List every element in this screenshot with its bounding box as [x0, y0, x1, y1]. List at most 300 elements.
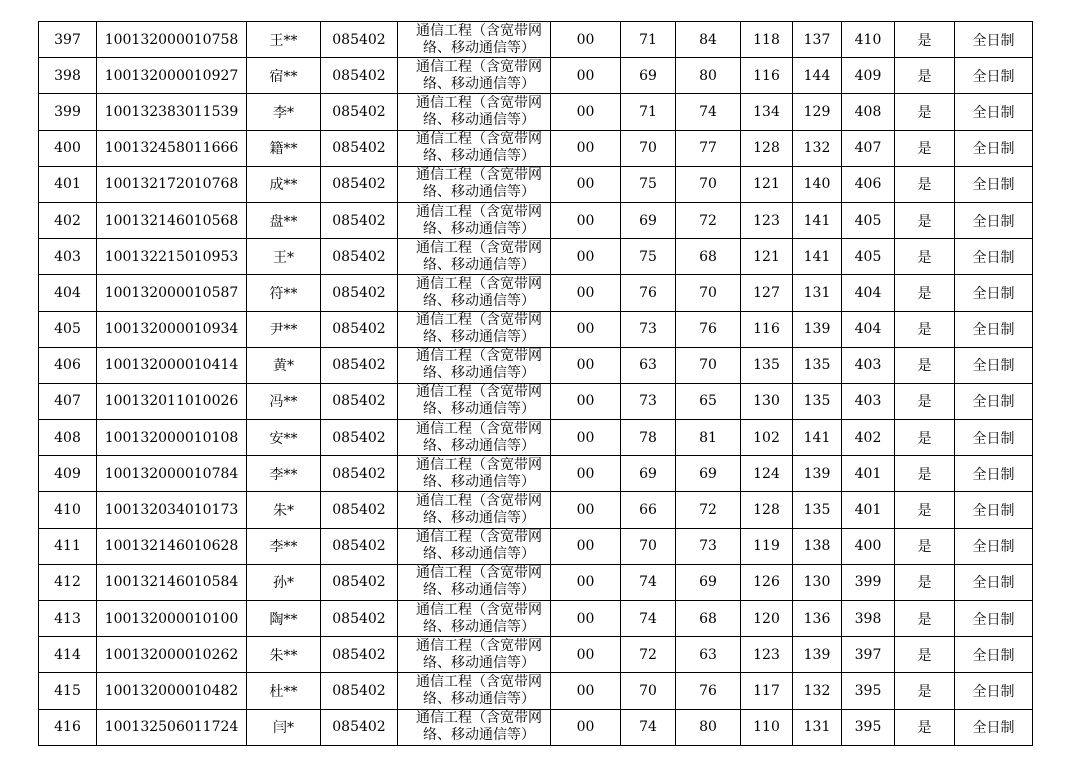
politics-score-cell: 69 [621, 58, 676, 94]
major-code-cell: 085402 [321, 130, 398, 166]
subject-two-score-cell: 132 [793, 130, 842, 166]
admitted-flag-cell: 是 [895, 275, 955, 311]
subject-one-score-cell: 123 [741, 637, 793, 673]
subject-two-score-cell: 139 [793, 456, 842, 492]
subject-one-score-cell: 116 [741, 311, 793, 347]
total-score-cell: 405 [842, 239, 895, 275]
study-mode-cell: 全日制 [955, 420, 1033, 456]
major-code-cell: 085402 [321, 347, 398, 383]
table-body [39, 22, 1033, 746]
table-row [39, 347, 1033, 383]
foreign-language-score-cell: 68 [676, 601, 741, 637]
candidate-name-cell: 冯** [247, 383, 321, 419]
direction-code-cell: 00 [551, 420, 621, 456]
major-name-line-1: 通信工程（含宽带网 [416, 275, 542, 292]
major-name-line-2: 络、移动通信等） [423, 220, 535, 237]
politics-score-cell: 74 [621, 564, 676, 600]
major-name-line-2: 络、移动通信等） [423, 582, 535, 599]
foreign-language-score-cell: 81 [676, 420, 741, 456]
admitted-flag-cell: 是 [895, 58, 955, 94]
candidate-name-cell: 杜** [247, 673, 321, 709]
major-name-cell [398, 673, 551, 709]
total-score-cell: 406 [842, 166, 895, 202]
admitted-flag-cell: 是 [895, 239, 955, 275]
table-row [39, 420, 1033, 456]
exam-id-cell: 100132458011666 [97, 130, 247, 166]
major-name-line-1: 通信工程（含宽带网 [416, 131, 542, 148]
direction-code-cell: 00 [551, 492, 621, 528]
politics-score-cell: 63 [621, 347, 676, 383]
direction-code-cell: 00 [551, 22, 621, 58]
major-code-cell: 085402 [321, 202, 398, 238]
major-name-cell [398, 239, 551, 275]
subject-two-score-cell: 131 [793, 275, 842, 311]
admitted-flag-cell: 是 [895, 637, 955, 673]
total-score-cell: 408 [842, 94, 895, 130]
direction-code-cell: 00 [551, 275, 621, 311]
politics-score-cell: 70 [621, 528, 676, 564]
total-score-cell: 403 [842, 347, 895, 383]
major-name-line-1: 通信工程（含宽带网 [416, 565, 542, 582]
major-name-line-1: 通信工程（含宽带网 [416, 529, 542, 546]
foreign-language-score-cell: 68 [676, 239, 741, 275]
admitted-flag-cell: 是 [895, 420, 955, 456]
table-row [39, 166, 1033, 202]
major-name-cell [398, 202, 551, 238]
subject-two-score-cell: 138 [793, 528, 842, 564]
major-name-line-1: 通信工程（含宽带网 [416, 312, 542, 329]
subject-two-score-cell: 129 [793, 94, 842, 130]
major-name-line-2: 络、移动通信等） [423, 437, 535, 454]
row-number-cell: 398 [39, 58, 97, 94]
total-score-cell: 410 [842, 22, 895, 58]
candidate-name-cell: 陶** [247, 601, 321, 637]
direction-code-cell: 00 [551, 130, 621, 166]
major-name-cell [398, 58, 551, 94]
major-name-cell [398, 637, 551, 673]
total-score-cell: 405 [842, 202, 895, 238]
foreign-language-score-cell: 76 [676, 311, 741, 347]
exam-id-cell: 100132000010262 [97, 637, 247, 673]
row-number-cell: 406 [39, 347, 97, 383]
admitted-flag-cell: 是 [895, 601, 955, 637]
table-row [39, 492, 1033, 528]
subject-one-score-cell: 134 [741, 94, 793, 130]
table-row [39, 383, 1033, 419]
candidate-name-cell: 黄* [247, 347, 321, 383]
row-number-cell: 399 [39, 94, 97, 130]
row-number-cell: 407 [39, 383, 97, 419]
politics-score-cell: 69 [621, 202, 676, 238]
major-code-cell: 085402 [321, 564, 398, 600]
candidate-name-cell: 孙* [247, 564, 321, 600]
politics-score-cell: 74 [621, 709, 676, 745]
row-number-cell: 414 [39, 637, 97, 673]
major-name-cell [398, 564, 551, 600]
major-name-cell [398, 709, 551, 745]
subject-one-score-cell: 102 [741, 420, 793, 456]
row-number-cell: 405 [39, 311, 97, 347]
total-score-cell: 395 [842, 709, 895, 745]
major-code-cell: 085402 [321, 58, 398, 94]
major-name-line-2: 络、移动通信等） [423, 256, 535, 273]
direction-code-cell: 00 [551, 58, 621, 94]
total-score-cell: 404 [842, 275, 895, 311]
admitted-flag-cell: 是 [895, 166, 955, 202]
foreign-language-score-cell: 69 [676, 456, 741, 492]
subject-one-score-cell: 127 [741, 275, 793, 311]
politics-score-cell: 71 [621, 94, 676, 130]
foreign-language-score-cell: 72 [676, 492, 741, 528]
row-number-cell: 409 [39, 456, 97, 492]
subject-one-score-cell: 128 [741, 492, 793, 528]
major-code-cell: 085402 [321, 492, 398, 528]
study-mode-cell: 全日制 [955, 22, 1033, 58]
subject-one-score-cell: 135 [741, 347, 793, 383]
major-name-line-1: 通信工程（含宽带网 [416, 348, 542, 365]
admitted-flag-cell: 是 [895, 347, 955, 383]
major-code-cell: 085402 [321, 528, 398, 564]
major-name-line-1: 通信工程（含宽带网 [416, 637, 542, 654]
row-number-cell: 416 [39, 709, 97, 745]
subject-two-score-cell: 140 [793, 166, 842, 202]
exam-id-cell: 100132000010784 [97, 456, 247, 492]
politics-score-cell: 70 [621, 673, 676, 709]
foreign-language-score-cell: 76 [676, 673, 741, 709]
exam-id-cell: 100132000010758 [97, 22, 247, 58]
admitted-flag-cell: 是 [895, 673, 955, 709]
major-name-line-1: 通信工程（含宽带网 [416, 601, 542, 618]
exam-id-cell: 100132215010953 [97, 239, 247, 275]
foreign-language-score-cell: 73 [676, 528, 741, 564]
major-name-line-2: 络、移动通信等） [423, 75, 535, 92]
table-row [39, 528, 1033, 564]
subject-one-score-cell: 128 [741, 130, 793, 166]
exam-id-cell: 100132000010100 [97, 601, 247, 637]
subject-one-score-cell: 121 [741, 166, 793, 202]
subject-two-score-cell: 130 [793, 564, 842, 600]
major-name-line-1: 通信工程（含宽带网 [416, 239, 542, 256]
candidate-name-cell: 李** [247, 528, 321, 564]
subject-two-score-cell: 132 [793, 673, 842, 709]
exam-id-cell: 100132146010628 [97, 528, 247, 564]
major-name-line-1: 通信工程（含宽带网 [416, 420, 542, 437]
row-number-cell: 403 [39, 239, 97, 275]
direction-code-cell: 00 [551, 239, 621, 275]
candidate-name-cell: 成** [247, 166, 321, 202]
row-number-cell: 410 [39, 492, 97, 528]
table-row [39, 275, 1033, 311]
direction-code-cell: 00 [551, 456, 621, 492]
study-mode-cell: 全日制 [955, 311, 1033, 347]
row-number-cell: 411 [39, 528, 97, 564]
major-name-line-2: 络、移动通信等） [423, 292, 535, 309]
candidate-name-cell: 籍** [247, 130, 321, 166]
subject-two-score-cell: 136 [793, 601, 842, 637]
total-score-cell: 407 [842, 130, 895, 166]
exam-id-cell: 100132000010108 [97, 420, 247, 456]
major-name-line-2: 络、移动通信等） [423, 727, 535, 744]
foreign-language-score-cell: 70 [676, 166, 741, 202]
exam-id-cell: 100132000010927 [97, 58, 247, 94]
table-row [39, 601, 1033, 637]
foreign-language-score-cell: 80 [676, 709, 741, 745]
major-code-cell: 085402 [321, 637, 398, 673]
major-name-cell [398, 94, 551, 130]
admission-score-table [38, 21, 1033, 746]
direction-code-cell: 00 [551, 564, 621, 600]
study-mode-cell: 全日制 [955, 94, 1033, 130]
row-number-cell: 415 [39, 673, 97, 709]
subject-two-score-cell: 137 [793, 22, 842, 58]
subject-two-score-cell: 135 [793, 347, 842, 383]
subject-one-score-cell: 116 [741, 58, 793, 94]
politics-score-cell: 66 [621, 492, 676, 528]
major-name-line-2: 络、移动通信等） [423, 184, 535, 201]
study-mode-cell: 全日制 [955, 528, 1033, 564]
foreign-language-score-cell: 65 [676, 383, 741, 419]
major-code-cell: 085402 [321, 420, 398, 456]
major-name-line-1: 通信工程（含宽带网 [416, 456, 542, 473]
subject-one-score-cell: 130 [741, 383, 793, 419]
major-name-line-2: 络、移动通信等） [423, 690, 535, 707]
subject-one-score-cell: 124 [741, 456, 793, 492]
direction-code-cell: 00 [551, 673, 621, 709]
subject-one-score-cell: 120 [741, 601, 793, 637]
foreign-language-score-cell: 74 [676, 94, 741, 130]
major-code-cell: 085402 [321, 275, 398, 311]
politics-score-cell: 74 [621, 601, 676, 637]
politics-score-cell: 73 [621, 311, 676, 347]
exam-id-cell: 100132383011539 [97, 94, 247, 130]
major-name-line-1: 通信工程（含宽带网 [416, 167, 542, 184]
foreign-language-score-cell: 84 [676, 22, 741, 58]
politics-score-cell: 73 [621, 383, 676, 419]
admitted-flag-cell: 是 [895, 130, 955, 166]
table-row [39, 130, 1033, 166]
row-number-cell: 413 [39, 601, 97, 637]
row-number-cell: 401 [39, 166, 97, 202]
total-score-cell: 400 [842, 528, 895, 564]
major-name-line-1: 通信工程（含宽带网 [416, 22, 542, 39]
direction-code-cell: 00 [551, 94, 621, 130]
major-name-line-1: 通信工程（含宽带网 [416, 710, 542, 727]
exam-id-cell: 100132000010482 [97, 673, 247, 709]
subject-one-score-cell: 118 [741, 22, 793, 58]
study-mode-cell: 全日制 [955, 166, 1033, 202]
major-name-cell [398, 528, 551, 564]
major-name-cell [398, 420, 551, 456]
candidate-name-cell: 尹** [247, 311, 321, 347]
subject-one-score-cell: 117 [741, 673, 793, 709]
admitted-flag-cell: 是 [895, 709, 955, 745]
direction-code-cell: 00 [551, 528, 621, 564]
subject-one-score-cell: 123 [741, 202, 793, 238]
row-number-cell: 412 [39, 564, 97, 600]
foreign-language-score-cell: 77 [676, 130, 741, 166]
politics-score-cell: 75 [621, 166, 676, 202]
study-mode-cell: 全日制 [955, 637, 1033, 673]
politics-score-cell: 72 [621, 637, 676, 673]
subject-two-score-cell: 141 [793, 202, 842, 238]
major-name-cell [398, 601, 551, 637]
study-mode-cell: 全日制 [955, 347, 1033, 383]
row-number-cell: 402 [39, 202, 97, 238]
total-score-cell: 401 [842, 456, 895, 492]
foreign-language-score-cell: 72 [676, 202, 741, 238]
admitted-flag-cell: 是 [895, 528, 955, 564]
candidate-name-cell: 盘** [247, 202, 321, 238]
major-name-line-2: 络、移动通信等） [423, 618, 535, 635]
major-name-line-1: 通信工程（含宽带网 [416, 203, 542, 220]
candidate-name-cell: 王* [247, 239, 321, 275]
table-row [39, 311, 1033, 347]
table-row [39, 637, 1033, 673]
candidate-name-cell: 李** [247, 456, 321, 492]
row-number-cell: 397 [39, 22, 97, 58]
major-name-line-2: 络、移动通信等） [423, 365, 535, 382]
major-name-cell [398, 166, 551, 202]
candidate-name-cell: 符** [247, 275, 321, 311]
total-score-cell: 395 [842, 673, 895, 709]
study-mode-cell: 全日制 [955, 456, 1033, 492]
admitted-flag-cell: 是 [895, 383, 955, 419]
major-name-cell [398, 492, 551, 528]
table-row [39, 22, 1033, 58]
major-name-line-2: 络、移动通信等） [423, 111, 535, 128]
candidate-name-cell: 安** [247, 420, 321, 456]
subject-two-score-cell: 139 [793, 311, 842, 347]
foreign-language-score-cell: 70 [676, 275, 741, 311]
exam-id-cell: 100132146010584 [97, 564, 247, 600]
major-code-cell: 085402 [321, 94, 398, 130]
study-mode-cell: 全日制 [955, 130, 1033, 166]
admitted-flag-cell: 是 [895, 22, 955, 58]
table-row [39, 58, 1033, 94]
candidate-name-cell: 李* [247, 94, 321, 130]
major-code-cell: 085402 [321, 383, 398, 419]
foreign-language-score-cell: 80 [676, 58, 741, 94]
exam-id-cell: 100132172010768 [97, 166, 247, 202]
subject-one-score-cell: 119 [741, 528, 793, 564]
politics-score-cell: 75 [621, 239, 676, 275]
subject-two-score-cell: 139 [793, 637, 842, 673]
direction-code-cell: 00 [551, 601, 621, 637]
major-name-cell [398, 456, 551, 492]
subject-one-score-cell: 121 [741, 239, 793, 275]
total-score-cell: 401 [842, 492, 895, 528]
subject-two-score-cell: 135 [793, 492, 842, 528]
major-code-cell: 085402 [321, 601, 398, 637]
direction-code-cell: 00 [551, 709, 621, 745]
total-score-cell: 399 [842, 564, 895, 600]
subject-two-score-cell: 141 [793, 239, 842, 275]
major-name-line-2: 络、移动通信等） [423, 510, 535, 527]
major-name-line-2: 络、移动通信等） [423, 654, 535, 671]
table-row [39, 564, 1033, 600]
study-mode-cell: 全日制 [955, 709, 1033, 745]
major-name-cell [398, 22, 551, 58]
foreign-language-score-cell: 69 [676, 564, 741, 600]
admitted-flag-cell: 是 [895, 492, 955, 528]
major-code-cell: 085402 [321, 311, 398, 347]
exam-id-cell: 100132000010587 [97, 275, 247, 311]
major-code-cell: 085402 [321, 22, 398, 58]
total-score-cell: 402 [842, 420, 895, 456]
table-row [39, 709, 1033, 745]
politics-score-cell: 71 [621, 22, 676, 58]
row-number-cell: 400 [39, 130, 97, 166]
major-name-line-1: 通信工程（含宽带网 [416, 384, 542, 401]
table-row [39, 94, 1033, 130]
exam-id-cell: 100132506011724 [97, 709, 247, 745]
politics-score-cell: 69 [621, 456, 676, 492]
subject-two-score-cell: 131 [793, 709, 842, 745]
admitted-flag-cell: 是 [895, 456, 955, 492]
major-name-line-2: 络、移动通信等） [423, 148, 535, 165]
major-name-line-2: 络、移动通信等） [423, 39, 535, 56]
major-name-cell [398, 383, 551, 419]
total-score-cell: 398 [842, 601, 895, 637]
politics-score-cell: 76 [621, 275, 676, 311]
major-code-cell: 085402 [321, 709, 398, 745]
candidate-name-cell: 朱* [247, 492, 321, 528]
politics-score-cell: 78 [621, 420, 676, 456]
admitted-flag-cell: 是 [895, 311, 955, 347]
subject-one-score-cell: 110 [741, 709, 793, 745]
major-code-cell: 085402 [321, 673, 398, 709]
study-mode-cell: 全日制 [955, 58, 1033, 94]
direction-code-cell: 00 [551, 166, 621, 202]
major-name-line-1: 通信工程（含宽带网 [416, 94, 542, 111]
admitted-flag-cell: 是 [895, 94, 955, 130]
admitted-flag-cell: 是 [895, 202, 955, 238]
study-mode-cell: 全日制 [955, 239, 1033, 275]
major-name-cell [398, 311, 551, 347]
exam-id-cell: 100132034010173 [97, 492, 247, 528]
subject-two-score-cell: 135 [793, 383, 842, 419]
study-mode-cell: 全日制 [955, 601, 1033, 637]
total-score-cell: 397 [842, 637, 895, 673]
study-mode-cell: 全日制 [955, 673, 1033, 709]
major-code-cell: 085402 [321, 166, 398, 202]
row-number-cell: 408 [39, 420, 97, 456]
study-mode-cell: 全日制 [955, 492, 1033, 528]
direction-code-cell: 00 [551, 637, 621, 673]
total-score-cell: 404 [842, 311, 895, 347]
total-score-cell: 403 [842, 383, 895, 419]
row-number-cell: 404 [39, 275, 97, 311]
major-name-line-2: 络、移动通信等） [423, 546, 535, 563]
subject-two-score-cell: 144 [793, 58, 842, 94]
exam-id-cell: 100132146010568 [97, 202, 247, 238]
table-row [39, 456, 1033, 492]
direction-code-cell: 00 [551, 311, 621, 347]
direction-code-cell: 00 [551, 383, 621, 419]
study-mode-cell: 全日制 [955, 564, 1033, 600]
exam-id-cell: 100132000010934 [97, 311, 247, 347]
direction-code-cell: 00 [551, 347, 621, 383]
direction-code-cell: 00 [551, 202, 621, 238]
table-row [39, 673, 1033, 709]
candidate-name-cell: 宿** [247, 58, 321, 94]
admitted-flag-cell: 是 [895, 564, 955, 600]
study-mode-cell: 全日制 [955, 383, 1033, 419]
major-name-line-1: 通信工程（含宽带网 [416, 58, 542, 75]
major-name-line-2: 络、移动通信等） [423, 329, 535, 346]
major-name-line-2: 络、移动通信等） [423, 473, 535, 490]
politics-score-cell: 70 [621, 130, 676, 166]
